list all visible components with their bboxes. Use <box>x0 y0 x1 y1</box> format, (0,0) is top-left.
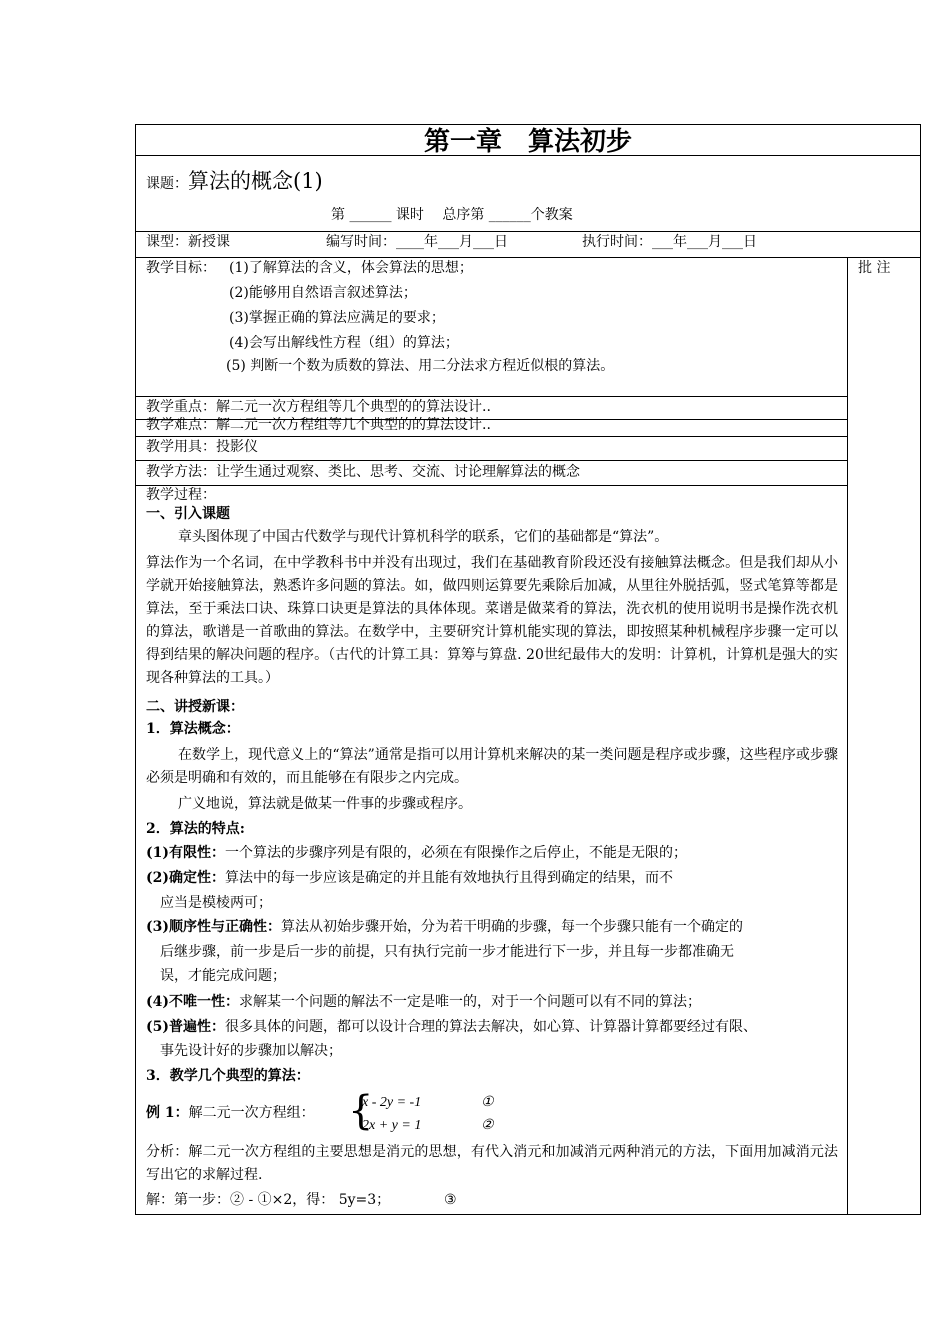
objective-item: (1)了解算法的含义，体会算法的思想； <box>229 260 473 276</box>
write-time: 编写时间：____年___月___日 <box>326 234 508 250</box>
equation-brace: { <box>348 1088 374 1134</box>
feature-text: 很多具体的问题，都可以设计合理的算法去解决，如心算、计算器计算都要经过有限、 <box>225 1019 757 1035</box>
feature-text: 一个算法的步骤序列是有限的，必须在有限操作之后停止，不能是无限的； <box>225 845 687 861</box>
row-divider <box>136 485 847 486</box>
feature-label: (1)有限性： <box>146 845 225 861</box>
feature-finiteness <box>146 845 687 862</box>
topic-prefix: 课题： <box>146 176 188 192</box>
analysis-paragraph: 分析：解二元一次方程组的主要思想是消元的思想，有代入消元和加减消元两种消元的方法，下面用加减消元法写出它的求解过程. <box>146 1144 838 1183</box>
feature-label: (5)普遍性： <box>146 1019 225 1035</box>
section-new-lesson-title: 二、讲授新课： <box>146 699 244 715</box>
intro-paragraph: 章头图体现了中国古代数学与现代计算机科学的联系，它们的基础都是“算法”。 <box>178 529 669 545</box>
chapter-title: 第一章 算法初步 <box>423 127 632 157</box>
equation-2-number: ② <box>481 1118 494 1133</box>
row-divider <box>136 231 920 232</box>
feature-continuation: 事先设计好的步骤加以解决； <box>160 1043 342 1059</box>
feature-order-correctness <box>146 919 743 936</box>
concept-broad-definition: 广义地说，算法就是做某一件事的步骤或程序。 <box>178 796 472 812</box>
typical-algorithms-title: 3．教学几个典型的算法： <box>146 1068 310 1084</box>
concept-paragraph: 在数学上，现代意义上的“算法”通常是指可以用计算机来解决的某一类问题是程序或步骤，这些程序或步骤必须是明确和有效的，而且能够在有限步之内完成。 <box>146 747 838 786</box>
features-title: 2．算法的特点: <box>146 821 245 837</box>
example-text: 解二元一次方程组： <box>188 1105 315 1121</box>
feature-definiteness <box>146 870 673 887</box>
lesson-plan-table <box>135 124 921 1215</box>
feature-text: 求解某一个问题的解法不一定是唯一的，对于一个问题可以有不同的算法； <box>239 994 701 1010</box>
topic-name: 算法的概念(1) <box>188 169 323 193</box>
feature-continuation: 误，才能完成问题； <box>160 968 286 984</box>
solution-step-1: 解：第一步：② - ①×2，得： 5y=3； <box>146 1192 391 1208</box>
feature-text: 算法从初始步骤开始，分为若干明确的步骤，每一个步骤只能有一个确定的 <box>281 919 743 935</box>
difficulty: 教学难点：解二元一次方程组等几个典型的的算法设计.. <box>146 417 491 433</box>
concept-title: 1．算法概念： <box>146 721 240 737</box>
teaching-tools: 教学用具：投影仪 <box>146 439 258 455</box>
exec-time: 执行时间：___年___月___日 <box>582 234 757 250</box>
topic-line <box>146 169 323 194</box>
example-1 <box>146 1105 315 1122</box>
objective-item: (5) 判断一个数为质数的算法、用二分法求方程近似根的算法。 <box>226 358 615 374</box>
lesson-type: 课型：新授课 <box>146 234 230 250</box>
feature-universality <box>146 1019 757 1036</box>
feature-label: (2)确定性： <box>146 870 225 886</box>
objective-item: (3)掌握正确的算法应满足的要求； <box>229 310 445 326</box>
feature-text: 算法中的每一步应该是确定的并且能有效地执行且得到确定的结果，而不 <box>225 870 673 886</box>
example-label: 例 1： <box>146 1105 189 1121</box>
lesson-number-line: 第 ______ 课时 总序第 ______个教案 <box>331 207 573 223</box>
annotation-header: 批 注 <box>858 260 891 276</box>
row-divider <box>136 257 920 258</box>
section-intro-title: 一、引入课题 <box>146 506 230 522</box>
row-divider <box>136 436 847 437</box>
feature-label: (4)不唯一性： <box>146 994 239 1010</box>
objective-item: (2)能够用自然语言叙述算法； <box>229 285 417 301</box>
feature-non-uniqueness <box>146 994 701 1011</box>
annotation-column-divider <box>847 257 848 1215</box>
solution-step-1-number: ③ <box>444 1192 457 1208</box>
row-divider <box>136 460 847 461</box>
feature-continuation: 应当是模棱两可； <box>160 895 272 911</box>
feature-label: (3)顺序性与正确性： <box>146 919 281 935</box>
key-point: 教学重点：解二元一次方程组等几个典型的的算法设计.. <box>146 399 491 415</box>
row-divider <box>136 396 847 397</box>
intro-body-paragraph: 算法作为一个名词，在中学教科书中并没有出现过，我们在基础教育阶段还没有接触算法概念。但是我们却从小学就开始接触算法，熟悉许多问题的算法。如，做四则运算要先乘除后加减，从里往外脱括弧，竖式笔算等都是算法，至于乘法口诀、珠算口诀更是算法的具体体现。菜谱是做菜肴的算法，洗衣机的使用说明书是操作洗衣机的算法，歌谱是一首歌曲的算法。在数学中，主要研究计算机能实现的算法，即按照某种机械程序步骤一定可以得到结果的解决问题的程序。（古代的计算工具：算筹与算盘. 20世纪最伟大的发明：计算机，计算机是强大的实现各种算法的工具。） <box>146 555 838 686</box>
equation-1-number: ① <box>481 1095 494 1110</box>
equation-1: x - 2y = -1 <box>362 1095 422 1110</box>
equation-2: 2x + y = 1 <box>362 1118 422 1133</box>
objectives-label: 教学目标： <box>146 260 216 276</box>
teaching-method: 教学方法：让学生通过观察、类比、思考、交流、讨论理解算法的概念 <box>146 464 580 480</box>
objective-item: (4)会写出解线性方程（组）的算法； <box>229 335 459 351</box>
feature-continuation: 后继步骤，前一步是后一步的前提，只有执行完前一步才能进行下一步，并且每一步都准确无 <box>160 944 734 960</box>
process-label: 教学过程： <box>146 487 216 503</box>
